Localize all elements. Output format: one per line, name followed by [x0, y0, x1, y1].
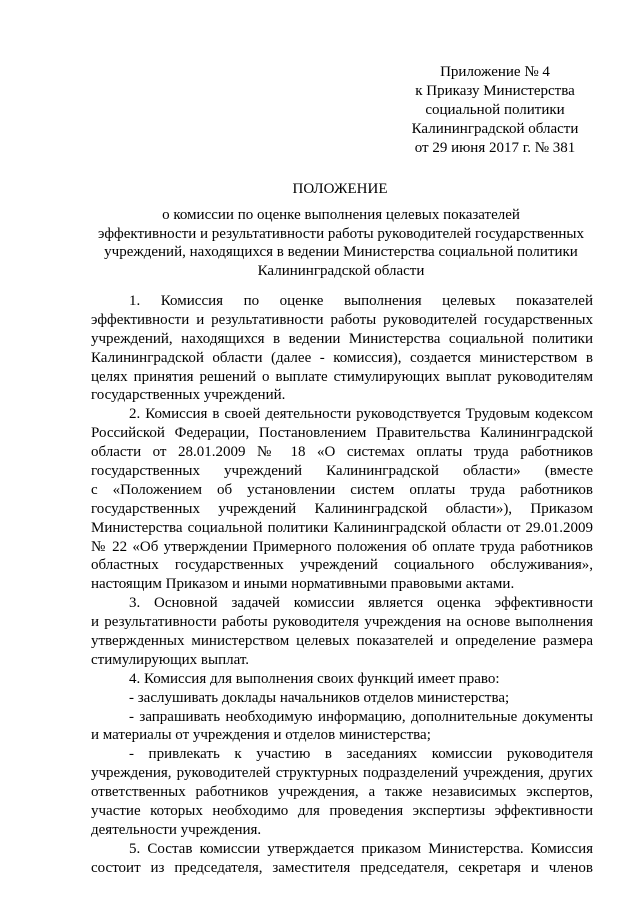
paragraph-5-line: состоит из председателя, заместителя председателя, секретаря и членов	[91, 859, 593, 876]
list-item-line: ответственных работников учреждения, а также независимых экспертов,	[91, 784, 593, 801]
paragraph-2-line: областных государственных учреждений социального обслуживания»,	[91, 557, 593, 574]
paragraph-1-line: эффективности и результативности работы руководителей государственных	[91, 311, 593, 328]
paragraph-3-line: стимулирующих выплат.	[91, 651, 250, 668]
paragraph-2-line: 2. Комиссия в своей деятельности руководствуется Трудовым кодексом	[129, 406, 593, 423]
subtitle-line: Калининградской области	[257, 262, 425, 279]
paragraph-5-line: 5. Состав комиссии утверждается приказом Министерства. Комиссия	[129, 840, 593, 857]
subtitle-line: о комиссии по оценке выполнения целевых показателей	[162, 207, 520, 223]
paragraph-1-line: государственных учреждений.	[91, 387, 286, 404]
paragraph-2-line: государственных учреждений Калининградской области»), Приказом	[91, 500, 593, 517]
paragraph-1-line: Калининградской области (далее - комиссия), создается министерством в	[91, 349, 593, 366]
paragraph-3-line: утвержденных министерством целевых показателей и определение размера	[91, 633, 593, 650]
paragraph-1-line: учреждений, находящихся в ведении Министерства социальной политики	[91, 330, 593, 347]
paragraph-2-line: Российской Федерации, Постановлением Правительства Калининградской	[91, 425, 593, 442]
subtitle-line: эффективности и результативности работы руководителей государственных	[98, 225, 584, 242]
list-item-line: и материалы от учреждения и отделов министерства;	[91, 727, 431, 744]
paragraph-1-line: 1. Комиссия по оценке выполнения целевых показателей	[129, 293, 593, 309]
paragraph-2-line: области от 28.01.2009 № 18 «О системах оплаты труда работников	[91, 444, 593, 461]
paragraph-2-line: Министерства социальной политики Калининградской области от 29.01.2009	[91, 519, 593, 536]
appendix-line: от 29 июня 2017 г. № 381	[414, 140, 576, 156]
paragraph-1-line: целях принятия решений о выплате стимулирующих выплат руководителям	[91, 368, 593, 385]
document-subtitle	[90, 206, 592, 280]
list-item-line: учреждения, руководителей структурных подразделений учреждения, других	[91, 765, 593, 782]
list-item-line: - привлекать к участию в заседаниях комиссии руководителя	[129, 746, 593, 763]
paragraph-3-line: и результативности работы руководителя учреждения на основе выполнения	[91, 614, 593, 631]
document-body	[91, 292, 593, 878]
appendix-block	[395, 63, 595, 158]
paragraph-4-line: 4. Комиссия для выполнения своих функций имеет право:	[129, 670, 500, 687]
list-item-line: деятельности учреждения.	[91, 821, 262, 838]
paragraph-2-line: настоящим Приказом и иными нормативными правовыми актами.	[91, 576, 515, 593]
list-item-line: участие которых необходимо для проведения экспертизы эффективности	[91, 803, 593, 820]
appendix-line: Приложение № 4	[440, 64, 550, 80]
appendix-line: Калининградской области	[411, 121, 579, 137]
paragraph-3-line: 3. Основной задачей комиссии является оценка эффективности	[129, 595, 593, 612]
subtitle-line: учреждений, находящихся в ведении Министерства социальной политики	[104, 244, 578, 260]
list-item-line: - запрашивать необходимую информацию, дополнительные документы	[129, 708, 593, 725]
paragraph-2-line: с «Положением об установлении систем оплаты труда работников	[91, 481, 593, 498]
paragraph-2-line: государственных учреждений Калининградской области» (вместе	[91, 463, 593, 480]
document-title: ПОЛОЖЕНИЕ	[292, 181, 388, 197]
list-item-line: - заслушивать доклады начальников отделов министерства;	[129, 689, 510, 706]
paragraph-2-line: № 22 «Об утверждении Примерного положения об оплате труда работников	[91, 538, 593, 555]
appendix-line: к Приказу Министерства	[415, 83, 575, 99]
appendix-line: социальной политики	[425, 102, 565, 118]
